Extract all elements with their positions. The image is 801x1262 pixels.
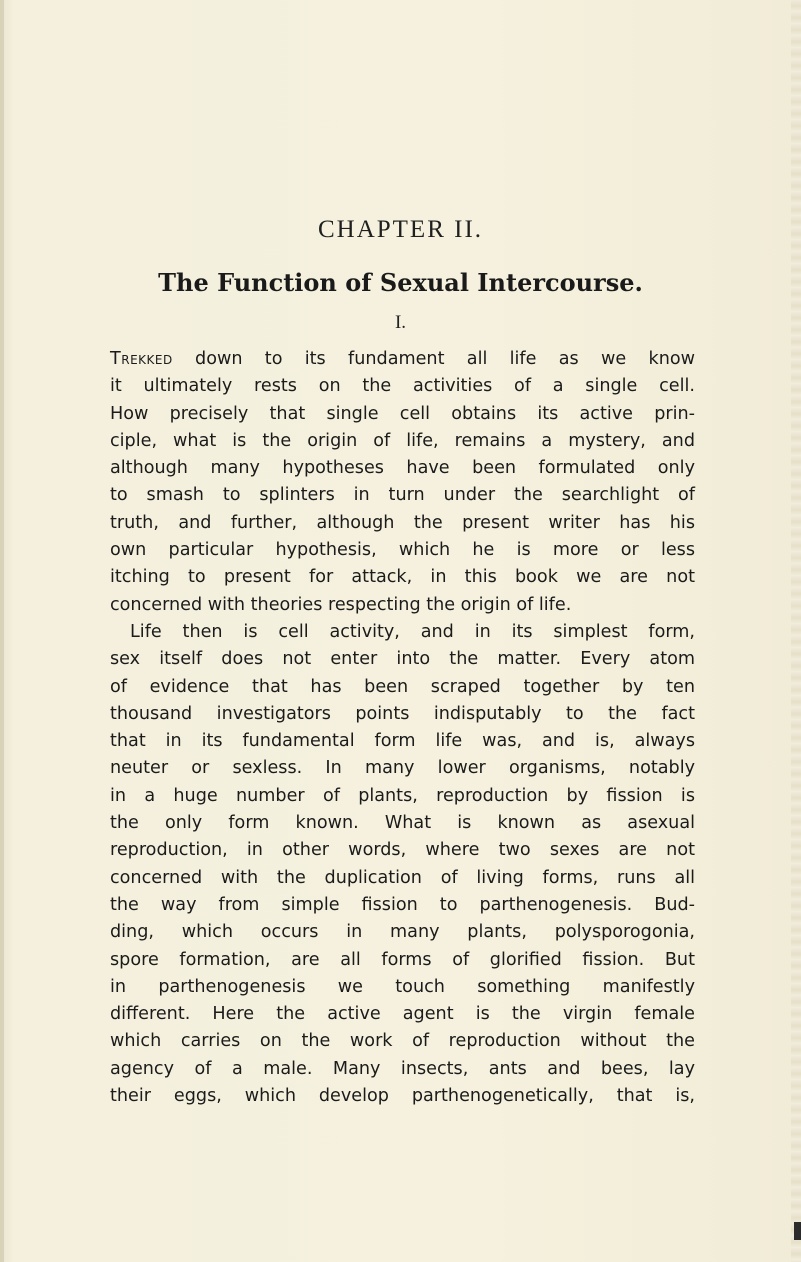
text-line-8: own particular hypothesis, which he is more or less [110, 540, 695, 561]
text-line-5: although many hypotheses have been formulated only [110, 458, 695, 479]
chapter-heading: CHAPTER II. [317, 216, 484, 243]
text-line-9: itching to present for attack, in this book we are not [110, 567, 695, 588]
text-line-10: concerned with theories respecting the origin of life. [110, 594, 572, 615]
text-line-26: which carries on the work of reproduction without the [110, 1031, 695, 1052]
text-line-19: reproduction, in other words, where two sexes are not [110, 840, 695, 861]
text-line-7: truth, and further, although the present writer has his [110, 512, 695, 533]
text-line-15: that in its fundamental form life was, and is, always [110, 731, 695, 752]
page-right-edge [791, 0, 801, 1262]
text-line-22: ding, which occurs in many plants, polysporogonia, [110, 922, 695, 943]
text-line-24: in parthenogenesis we touch something manifestly [110, 976, 695, 997]
opening-word: Trekked [110, 349, 173, 369]
page-corner-mark [794, 1222, 801, 1240]
text-line-21: the way from simple fission to parthenogenesis. Bud- [110, 894, 695, 915]
text-line-18: the only form known. What is known as asexual [110, 813, 695, 834]
text-line-27: agency of a male. Many insects, ants and bees, lay [110, 1058, 695, 1079]
text-line-16: neuter or sexless. In many lower organisms, notably [110, 758, 695, 779]
text-line-25: different. Here the active agent is the virgin female [110, 1004, 695, 1025]
text-line-2: it ultimately rests on the activities of a single cell. [110, 376, 695, 397]
text-line-17: in a huge number of plants, reproduction by fission is [110, 785, 695, 806]
page-left-edge [0, 0, 4, 1262]
text-line-12: sex itself does not enter into the matter. Every atom [110, 649, 695, 670]
text-line-23: spore formation, are all forms of glorified fission. But [110, 949, 695, 970]
text-line-13: of evidence that has been scraped together by ten [110, 676, 695, 697]
text-line-20: concerned with the duplication of living forms, runs all [110, 867, 695, 888]
text-line-6: to smash to splinters in turn under the searchlight of [110, 485, 695, 506]
chapter-title: The Function of Sexual Intercourse. [158, 268, 643, 297]
text-line-11: Life then is cell activity, and in its simplest form, [130, 621, 695, 642]
body-text [110, 346, 695, 1110]
text-line-3: How precisely that single cell obtains its active prin- [110, 403, 695, 424]
text-line-1: Trekked down to its fundament all life as we know [110, 349, 695, 369]
section-number: I. [394, 312, 407, 333]
text-line-14: thousand investigators points indisputably to the fact [110, 703, 695, 724]
text-line-4: ciple, what is the origin of life, remains a mystery, and [110, 430, 695, 451]
text-line-28: their eggs, which develop parthenogenetically, that is, [110, 1086, 695, 1107]
